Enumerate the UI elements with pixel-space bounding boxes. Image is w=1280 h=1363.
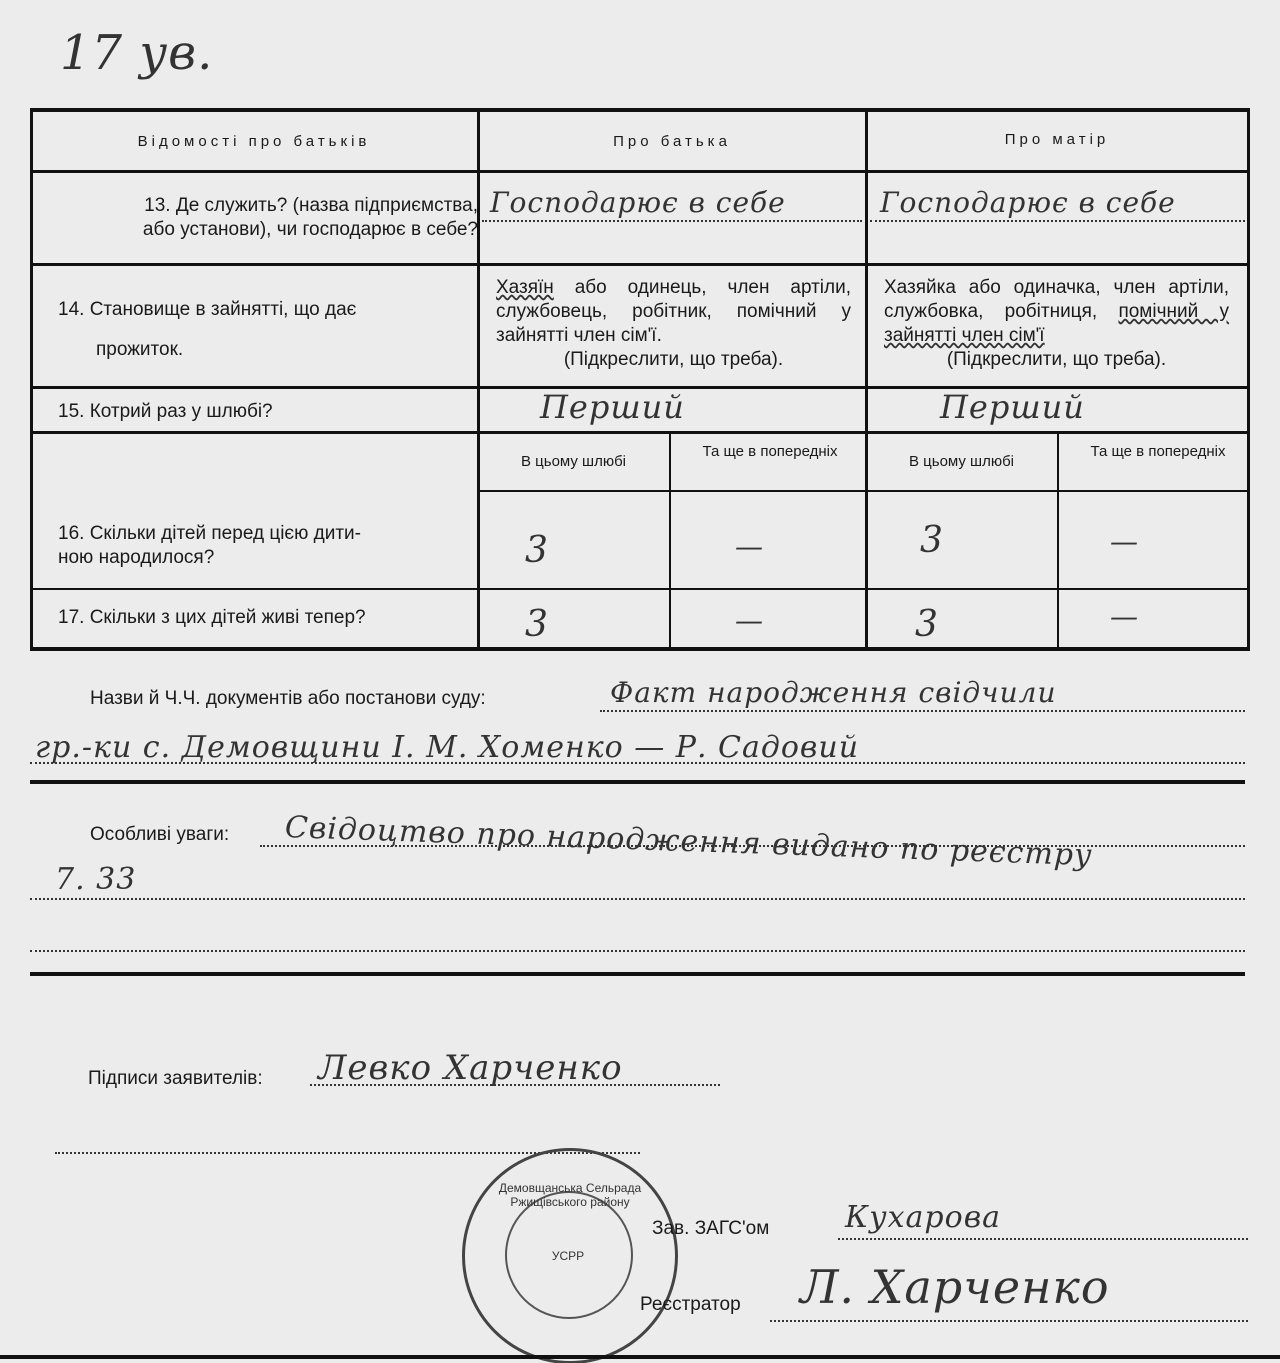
fill-line [260, 845, 1245, 847]
divider [1057, 433, 1059, 649]
q15-father-answer: Перший [540, 388, 685, 426]
divider [865, 108, 868, 650]
applicants-label: Підписи заявителів: [88, 1068, 263, 1089]
q14-mother-options: Хазяйка або одиначка, член артіли, службовка, робітниця, помічний у зайнятті член сім'ї (Підкреслити, що треба). [884, 277, 1229, 370]
q13-label: 13. Де служить? (назва підприємства, або установи), чи господарює в себе? [142, 195, 478, 240]
applicants-signature: Левко Харченко [318, 1048, 623, 1088]
notes-line1: Свідоцтво про народження видано по реєстру [284, 810, 1094, 874]
table-border-top [30, 108, 1250, 112]
q13-father-answer: Господарює в себе [490, 186, 786, 219]
fill-line [30, 762, 1245, 764]
q15-mother-answer: Перший [940, 388, 1085, 426]
zags-head-signature: Кухарова [845, 1200, 1002, 1235]
header-father: Про батька [613, 133, 731, 150]
subheader-mother-previous: Та ще в попередніх [1090, 443, 1226, 460]
table-border-bottom [30, 647, 1250, 651]
subheader-father-this-marriage: В цьому шлюбі [520, 453, 627, 470]
divider [30, 263, 1250, 266]
q14-father-selected: Хазяїн [496, 277, 554, 298]
q14-father-options: Хазяїн або одинець, член артіли, службовець, робітник, помічний у зайнятті член сім'ї. (Підкреслити, що треба). [496, 277, 851, 370]
q16-mother-this: 3 [920, 520, 944, 561]
divider [30, 170, 1250, 173]
signature-line [838, 1238, 1248, 1240]
divider [30, 431, 1250, 434]
fill-line [600, 710, 1245, 712]
q15-label: 15. Котрий раз у шлюбі? [58, 401, 273, 422]
divider [669, 433, 671, 649]
answer-line [482, 220, 862, 222]
q16-father-previous: — [735, 530, 764, 563]
corner-note: 17 ув. [60, 25, 214, 81]
q17-label: 17. Скільки з цих дітей живі тепер? [58, 607, 366, 628]
q17-father-previous: — [735, 604, 764, 637]
q14-mother-selected: помічний у зайнятті член сім'ї [884, 301, 1229, 346]
q16-father-this: 3 [525, 530, 549, 571]
q17-mother-previous: — [1110, 600, 1139, 633]
signature-line [770, 1320, 1248, 1322]
q13-mother-answer: Господарює в себе [880, 186, 1176, 219]
section-divider [30, 780, 1245, 784]
signature-line [310, 1084, 720, 1086]
documents-line2: гр.-ки с. Демовщини І. М. Хоменко — Р. Садовий [35, 730, 860, 765]
q16-mother-previous: — [1110, 525, 1139, 558]
q17-mother-this: 3 [915, 604, 939, 645]
documents-label: Назви й Ч.Ч. документів або постанови суду: [90, 688, 486, 709]
zags-head-label: Зав. ЗАГС'ом [652, 1218, 770, 1239]
q16-label: 16. Скільки дітей перед цією дити- ною народилося? [58, 523, 361, 568]
q17-father-this: 3 [525, 604, 549, 645]
official-stamp: Демовщанська Сельрада Ржищівського району УСРР [462, 1148, 678, 1363]
notes-label: Особливі уваги: [90, 824, 230, 845]
q14-label: 14. Становище в зайнятті, що дає прожиток. [58, 299, 357, 360]
subheader-father-previous: Та ще в попередніх [702, 443, 838, 460]
divider [30, 588, 1250, 590]
registrar-signature: Л. Харченко [800, 1260, 1110, 1314]
divider [478, 490, 1250, 492]
subheader-mother-this-marriage: В цьому шлюбі [908, 453, 1015, 470]
section-divider [30, 972, 1245, 976]
divider [477, 108, 480, 650]
divider [30, 108, 33, 650]
fill-line [30, 898, 1245, 900]
answer-line [870, 220, 1245, 222]
notes-line2: 7. 33 [55, 862, 137, 897]
fill-line [30, 950, 1245, 952]
header-mother: Про матір [1004, 131, 1110, 148]
registrar-label: Реєстратор [640, 1294, 741, 1315]
page-border-bottom [0, 1355, 1280, 1359]
divider [1247, 108, 1250, 650]
documents-line1: Факт народження свідчили [610, 676, 1057, 709]
header-parents-info: Відомості про батьків [137, 133, 371, 150]
